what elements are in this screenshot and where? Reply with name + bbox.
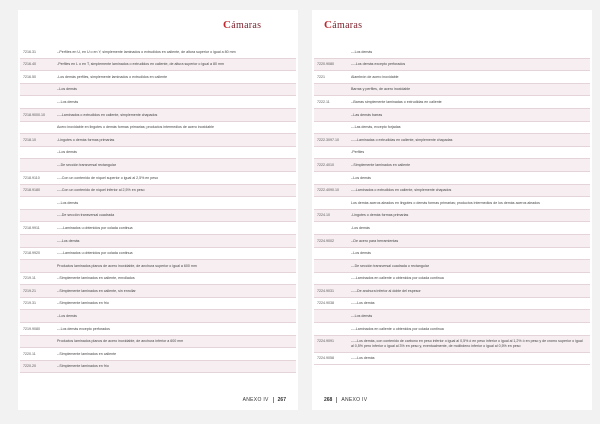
tariff-description: ----Los demás — [57, 238, 80, 243]
tariff-code: 7218.9911 — [23, 225, 40, 230]
table-row — [20, 348, 296, 361]
logo-text: ámaras — [231, 20, 262, 31]
table-row — [20, 134, 296, 147]
tariff-code: 7222.11 — [317, 99, 330, 104]
page-footer — [243, 397, 286, 403]
tariff-table — [314, 46, 590, 365]
table-row — [314, 59, 590, 72]
table-row — [314, 172, 590, 185]
tariff-description: ----Laminados o extrudidos en caliente, simplemente chapados — [57, 112, 158, 117]
table-row — [314, 210, 590, 223]
tariff-description: ----Con un contenido de níquel inferior al 2,5% en peso — [57, 188, 145, 193]
table-row — [20, 273, 296, 286]
table-row — [314, 353, 590, 366]
tariff-description: -----Los demás — [351, 356, 375, 361]
tariff-description: ----Laminados o extrudidos en caliente, simplemente chapados — [351, 188, 452, 193]
table-row — [314, 134, 590, 147]
table-row — [314, 185, 590, 198]
tariff-description: Productos laminados planos de acero inoxidable, de anchura inferior a 600 mm — [57, 339, 184, 344]
tariff-code: 7216.40 — [23, 62, 36, 67]
tariff-description: --Barras simplemente laminadas o extrudidas en caliente — [351, 99, 442, 104]
table-row — [20, 185, 296, 198]
tariff-description: --Las demás barras — [351, 112, 383, 117]
tariff-description: ---De sección transversal rectangular — [57, 162, 116, 167]
tariff-description: --Simplemente laminados en caliente, sin enrollar — [57, 288, 136, 293]
table-row — [314, 336, 590, 353]
tariff-description: Productos laminados planos de acero inoxidable, de anchura superior o igual a 600 mm — [57, 263, 197, 268]
table-row — [20, 336, 296, 349]
table-row — [314, 285, 590, 298]
right-page — [312, 10, 592, 410]
tariff-description: ----Con un contenido de níquel superior o igual al 2,5% en peso — [57, 175, 159, 180]
table-row — [20, 84, 296, 97]
table-row — [20, 285, 296, 298]
tariff-code: 7219.9080 — [23, 326, 40, 331]
tariff-description: ----Los demás excepto perforados — [351, 62, 406, 67]
table-row — [20, 323, 296, 336]
tariff-description: --Los demás — [351, 251, 371, 256]
camaras-logo — [223, 19, 261, 31]
page-number: 267 — [273, 397, 286, 403]
table-row — [314, 235, 590, 248]
tariff-description: --De acero para herramientas — [351, 238, 399, 243]
table-row — [20, 172, 296, 185]
tariff-code: 7224.9058 — [317, 356, 334, 361]
tariff-description: ---Los demás — [351, 314, 373, 319]
page-number: 268 — [324, 397, 337, 403]
table-row — [314, 310, 590, 323]
table-row — [20, 361, 296, 374]
table-row — [20, 310, 296, 323]
table-row — [314, 260, 590, 273]
table-row — [314, 84, 590, 97]
table-row — [314, 159, 590, 172]
table-row — [20, 71, 296, 84]
table-row — [314, 109, 590, 122]
table-row — [314, 222, 590, 235]
tariff-code: 7219.11 — [23, 276, 36, 281]
table-row — [314, 323, 590, 336]
tariff-code: 7219.31 — [23, 301, 36, 306]
tariff-description: --Simplemente laminados en caliente — [57, 351, 117, 356]
tariff-code: 7220.9080 — [317, 62, 334, 67]
page-footer — [324, 397, 367, 403]
table-row — [20, 222, 296, 235]
footer-label: ANEXO IV — [341, 397, 368, 403]
table-row — [20, 210, 296, 223]
tariff-code: 7218.9110 — [23, 175, 40, 180]
tariff-code: 7224.9002 — [317, 238, 334, 243]
tariff-description: --Los demás — [351, 175, 371, 180]
tariff-description: -Perfiles — [351, 150, 365, 155]
tariff-description: --Simplemente laminados en frío — [57, 301, 109, 306]
tariff-description: ---Los demás excepto perforados — [57, 326, 110, 331]
table-row — [314, 71, 590, 84]
tariff-code: 7216.31 — [23, 49, 36, 54]
tariff-code: 7224.9091 — [317, 339, 334, 344]
tariff-description: -----Laminados u obtenidos por colada continua — [57, 225, 133, 230]
tariff-description: -----Los demás — [351, 301, 375, 306]
tariff-code: 7216.50 — [23, 74, 36, 79]
left-page — [18, 10, 298, 410]
tariff-description: --Simplemente laminados en caliente — [351, 162, 411, 167]
tariff-description: Alambrón de acero inoxidable — [351, 74, 399, 79]
tariff-description: ---De sección transversal cuadrada o rectangular — [351, 263, 429, 268]
tariff-code: 7222.4090.10 — [317, 188, 339, 193]
table-row — [20, 260, 296, 273]
tariff-description: -Los demás — [351, 225, 370, 230]
table-row — [20, 147, 296, 160]
tariff-description: --Perfiles en U, en U o en Y, simplemente laminados o extrudidos en caliente, de altura superior o igual a 80 mm — [57, 49, 236, 54]
tariff-code: 7222.4010 — [317, 162, 334, 167]
tariff-description: ---Los demás — [351, 49, 373, 54]
table-row — [314, 298, 590, 311]
tariff-code: 7221 — [317, 74, 325, 79]
table-row — [20, 298, 296, 311]
table-row — [314, 197, 590, 210]
table-row — [20, 59, 296, 72]
logo-mark-icon: C — [223, 19, 232, 31]
tariff-description: ---Las demás, excepto forjadas — [351, 125, 401, 130]
tariff-description: ----De sección transversal cuadrada — [57, 213, 115, 218]
tariff-description: --Los demás — [57, 314, 77, 319]
tariff-description: -Los demás perfiles, simplemente laminados o extrudidos en caliente — [57, 74, 168, 79]
table-row — [20, 197, 296, 210]
tariff-description: ---Los demás — [57, 200, 79, 205]
tariff-description: ----Laminados en caliente u obtenidos por colada continua — [351, 326, 444, 331]
table-row — [314, 122, 590, 135]
logo-text: ámaras — [332, 20, 363, 31]
tariff-description: --Simplemente laminados en caliente, enrollados — [57, 276, 135, 281]
tariff-code: 7218.9180 — [23, 188, 40, 193]
table-row — [20, 96, 296, 109]
tariff-code: 7222.3097.10 — [317, 137, 339, 142]
tariff-description: Barras y perfiles, de acero inoxidable — [351, 87, 411, 92]
tariff-code: 7220.11 — [23, 351, 36, 356]
table-row — [314, 96, 590, 109]
tariff-description: --Simplemente laminados en frío — [57, 364, 109, 369]
tariff-code: 7220.20 — [23, 364, 36, 369]
tariff-code: 7218.10 — [23, 137, 36, 142]
tariff-description: -Lingotes o demás formas primarias — [57, 137, 115, 142]
tariff-code: 7218.9920 — [23, 251, 40, 256]
tariff-code: 7219.21 — [23, 288, 36, 293]
table-row — [20, 248, 296, 261]
tariff-description: --Los demás — [57, 150, 77, 155]
tariff-description: ---Los demás — [57, 99, 79, 104]
table-row — [314, 273, 590, 286]
logo-mark-icon: C — [324, 19, 333, 31]
tariff-description: -----De anchura inferior al doble del espesor — [351, 288, 421, 293]
table-row — [20, 109, 296, 122]
tariff-description: Acero inoxidable en lingotes o demás formas primarias; productos intermedios de acero inoxidable — [57, 125, 215, 130]
table-row — [20, 235, 296, 248]
tariff-code: 7224.9031 — [317, 288, 334, 293]
tariff-description: ----Laminados en caliente u obtenidos por colada continua — [351, 276, 444, 281]
table-row — [314, 248, 590, 261]
table-row — [20, 159, 296, 172]
tariff-description: -----Laminadas o extrudidas en caliente, simplemente chapadas — [351, 137, 453, 142]
tariff-description: -----Laminados u obtenidos por colada continua — [57, 251, 133, 256]
tariff-description: Los demás aceros aleados en lingotes o demás formas primarias; productos intermedios de los demás aceros aleados — [351, 200, 540, 205]
tariff-description: --Los demás — [57, 87, 77, 92]
table-row — [20, 122, 296, 135]
footer-label: ANEXO IV — [242, 397, 269, 403]
tariff-description: -----Los demás, con contenido de carbono en peso inferior o igual al 0,5% ó en peso inferior o igual al 1,2% ó en peso y de cromo superior o igual al 0,5% pero inferior o igual al 3% en peso y, eventualmente, de molibdeno inferior o igual al 0,5% en peso — [351, 339, 583, 348]
tariff-table — [20, 46, 296, 373]
table-row — [314, 147, 590, 160]
tariff-code: 7224.10 — [317, 213, 330, 218]
camaras-logo — [324, 19, 362, 31]
tariff-description: -Lingotes o demás formas primarias — [351, 213, 409, 218]
tariff-description: -Perfiles en L o en T, simplemente laminados o extrudidos en caliente, de altura superior o igual a 80 mm — [57, 62, 224, 67]
tariff-code: 7218.9000.10 — [23, 112, 45, 117]
tariff-code: 7224.9038 — [317, 301, 334, 306]
table-row — [20, 46, 296, 59]
table-row — [314, 46, 590, 59]
